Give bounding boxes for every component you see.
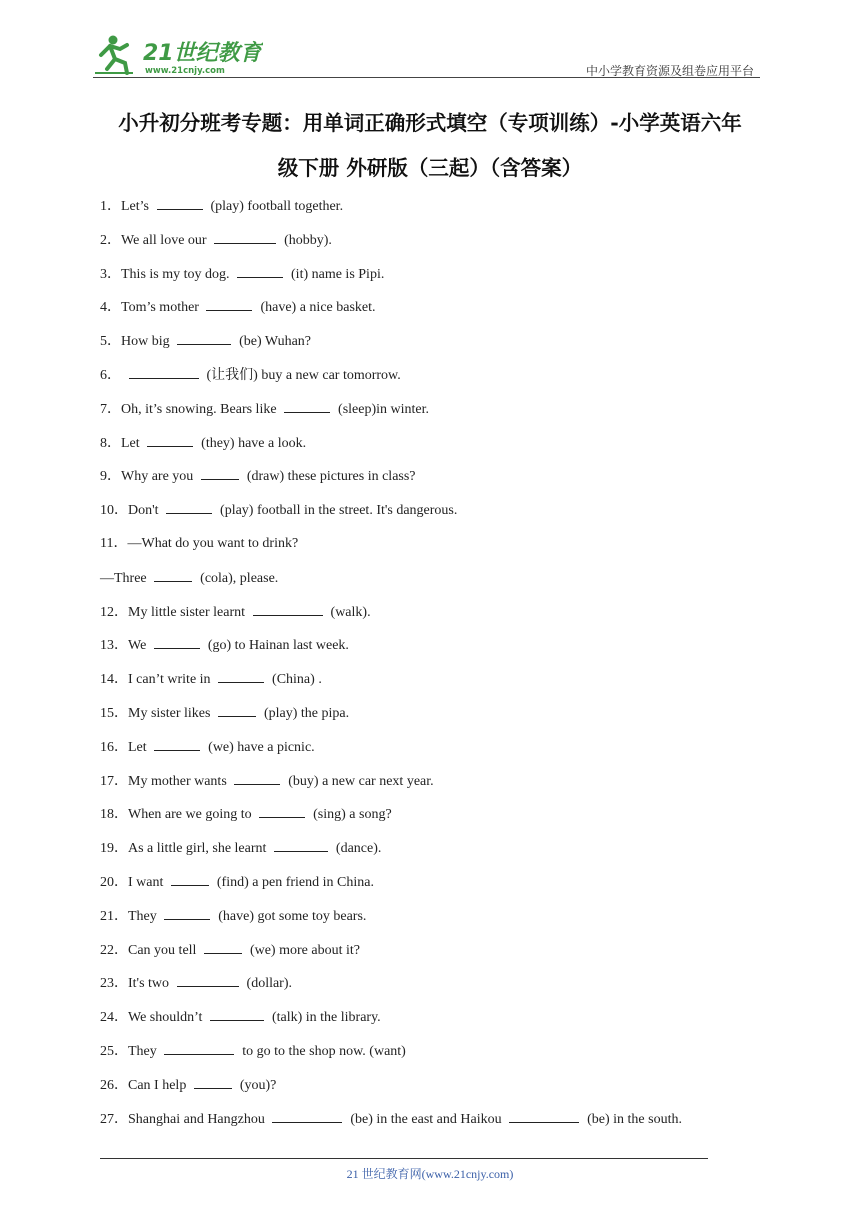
answer-blank[interactable]	[274, 838, 328, 852]
answer-blank[interactable]	[154, 635, 200, 649]
answer-blank[interactable]	[218, 703, 256, 717]
question-text: (sing) a song?	[313, 807, 392, 823]
logo-url: www.21cnjy.com	[145, 66, 225, 76]
question-text: (be) in the east and Haikou	[350, 1111, 506, 1127]
answer-blank[interactable]	[272, 1109, 342, 1123]
question-text: Can you tell	[128, 942, 200, 958]
answer-blank[interactable]	[194, 1075, 232, 1089]
question-text: (be) Wuhan?	[239, 334, 311, 350]
question-number: 11．	[100, 535, 128, 551]
question-item	[100, 602, 800, 636]
question-number: 14．	[100, 672, 128, 688]
question-text: Let	[128, 739, 151, 755]
answer-blank[interactable]	[214, 230, 276, 244]
question-text: Let’s	[121, 199, 153, 214]
question-text: We shouldn’t	[128, 1010, 206, 1026]
question-text: (play) football in the street. It's dangerous.	[220, 503, 458, 519]
question-number: 2．	[100, 232, 121, 248]
footer-link[interactable]: 21 世纪教育网(www.21cnjy.com)	[346, 1167, 514, 1181]
runner-icon	[95, 36, 133, 74]
question-item	[100, 365, 800, 399]
question-text: (draw) these pictures in class?	[246, 469, 416, 485]
question-number: 19．	[100, 841, 128, 857]
question-text: Don't	[128, 503, 163, 519]
logo	[93, 33, 263, 77]
question-text: (have) a nice basket.	[260, 300, 376, 316]
answer-blank[interactable]	[177, 331, 231, 345]
question-number: 7．	[100, 401, 121, 417]
question-text: (China) .	[272, 672, 322, 688]
question-number: 16．	[100, 739, 128, 755]
question-number: 10．	[100, 503, 128, 519]
answer-blank[interactable]	[171, 872, 209, 886]
question-text: As a little girl, she learnt	[128, 841, 270, 857]
question-text: Why are you	[121, 469, 197, 485]
question-item	[100, 297, 800, 331]
question-text: (find) a pen friend in China.	[216, 874, 374, 890]
question-text: (have) got some toy bears.	[218, 908, 367, 924]
answer-blank[interactable]	[164, 1041, 234, 1055]
question-number: 26．	[100, 1077, 128, 1093]
question-item	[100, 1041, 800, 1075]
question-item	[100, 466, 800, 500]
answer-blank[interactable]	[166, 500, 212, 514]
question-text: (dollar).	[246, 976, 293, 992]
question-number: 9．	[100, 469, 121, 485]
question-text: (让我们) buy a new car tomorrow.	[206, 367, 401, 383]
question-number: 1．	[100, 199, 121, 214]
question-number: 8．	[100, 435, 121, 451]
answer-blank[interactable]	[157, 196, 203, 210]
answer-blank[interactable]	[164, 906, 210, 920]
answer-blank[interactable]	[253, 602, 323, 616]
question-text: They	[128, 908, 161, 924]
answer-blank[interactable]	[201, 466, 239, 480]
question-number: 21．	[100, 908, 128, 924]
footer-divider	[100, 1158, 708, 1159]
question-text: (it) name is Pipi.	[291, 266, 385, 282]
question-text: to go to the shop now. (want)	[242, 1043, 406, 1059]
answer-blank[interactable]	[204, 940, 242, 954]
question-text: (walk).	[330, 604, 371, 620]
question-text: It's two	[128, 976, 173, 992]
question-item	[100, 771, 800, 805]
header-divider	[93, 77, 760, 78]
answer-blank[interactable]	[147, 433, 193, 447]
question-text: (hobby).	[284, 232, 332, 248]
question-item	[100, 534, 800, 568]
question-number: 12．	[100, 604, 128, 620]
question-text: (they) have a look.	[201, 435, 307, 451]
question-text: This is my toy dog.	[121, 266, 234, 282]
question-item	[100, 399, 800, 433]
question-item	[100, 196, 800, 230]
question-text: (we) have a picnic.	[208, 739, 315, 755]
answer-blank[interactable]	[237, 264, 283, 278]
question-item	[100, 973, 800, 1007]
question-text: (dance).	[335, 841, 382, 857]
question-text: Tom’s mother	[121, 300, 203, 316]
question-number: 23．	[100, 976, 128, 992]
question-item	[100, 433, 800, 467]
question-text: (go) to Hainan last week.	[207, 638, 349, 654]
question-item	[100, 230, 800, 264]
question-text: Oh, it’s snowing. Bears like	[121, 401, 281, 417]
question-item	[100, 940, 800, 974]
question-number: 20．	[100, 874, 128, 890]
question-number: 17．	[100, 773, 128, 789]
question-item	[100, 331, 800, 365]
question-number: 22．	[100, 942, 128, 958]
answer-blank[interactable]	[129, 365, 199, 379]
question-text: We all love our	[121, 232, 211, 248]
question-item	[100, 838, 800, 872]
question-text: We	[128, 638, 150, 654]
question-text: —Three	[100, 570, 151, 586]
question-text: How big	[121, 334, 174, 350]
answer-blank[interactable]	[259, 804, 305, 818]
question-number: 27．	[100, 1111, 128, 1127]
question-text	[121, 368, 125, 383]
question-item	[100, 264, 800, 298]
question-item	[100, 804, 800, 838]
question-number: 6．	[100, 367, 121, 383]
question-text: (talk) in the library.	[271, 1010, 381, 1026]
question-text: My mother wants	[128, 773, 231, 789]
answer-blank[interactable]	[218, 669, 264, 683]
question-text: Shanghai and Hangzhou	[128, 1111, 269, 1127]
question-number: 24．	[100, 1010, 128, 1026]
answer-blank[interactable]	[509, 1109, 579, 1123]
question-item	[100, 906, 800, 940]
question-text: I can’t write in	[128, 672, 215, 688]
question-text: (play) the pipa.	[263, 705, 350, 721]
question-text: (sleep)in winter.	[338, 401, 430, 417]
question-item	[100, 703, 800, 737]
question-item	[100, 872, 800, 906]
question-number: 15．	[100, 705, 128, 721]
question-text: —What do you want to drink?	[127, 535, 299, 551]
question-item	[100, 1075, 800, 1109]
question-item	[100, 737, 800, 771]
question-text: (you)?	[239, 1077, 277, 1093]
answer-blank[interactable]	[154, 568, 192, 582]
answer-blank[interactable]	[206, 297, 252, 311]
question-number: 5．	[100, 334, 121, 350]
question-number: 4．	[100, 300, 121, 316]
answer-blank[interactable]	[210, 1007, 264, 1021]
question-list	[100, 196, 800, 1142]
question-number: 13．	[100, 638, 128, 654]
question-number: 25．	[100, 1043, 128, 1059]
page-title-line-1: 小升初分班考专题：用单词正确形式填空（专项训练）-小学英语六年	[118, 111, 742, 135]
question-text: They	[128, 1043, 161, 1059]
answer-blank[interactable]	[284, 399, 330, 413]
answer-blank[interactable]	[154, 737, 200, 751]
question-text: (buy) a new car next year.	[288, 773, 434, 789]
question-text: When are we going to	[128, 807, 256, 823]
logo-text: 21世纪教育	[143, 41, 262, 66]
question-item	[100, 500, 800, 534]
question-text: Let	[121, 435, 144, 451]
site-name: 中小学教育资源及组卷应用平台	[585, 64, 754, 78]
question-item	[100, 1109, 800, 1143]
question-text: (play) football together.	[210, 199, 344, 214]
answer-blank[interactable]	[234, 771, 280, 785]
answer-blank[interactable]	[177, 973, 239, 987]
question-number: 3．	[100, 266, 121, 282]
question-text: Can I help	[128, 1077, 190, 1093]
page-title-line-2: 级下册 外研版（三起）（含答案）	[277, 156, 583, 180]
question-item	[100, 635, 800, 669]
question-item	[100, 1007, 800, 1041]
question-text: (be) in the south.	[587, 1111, 682, 1127]
question-item	[100, 568, 800, 602]
question-text: My sister likes	[128, 705, 214, 721]
question-text: I want	[128, 874, 167, 890]
page-header	[93, 33, 760, 79]
question-number: 18．	[100, 807, 128, 823]
question-text: My little sister learnt	[128, 604, 249, 620]
question-text: (cola), please.	[200, 570, 279, 586]
question-text: (we) more about it?	[249, 942, 360, 958]
question-item	[100, 669, 800, 703]
